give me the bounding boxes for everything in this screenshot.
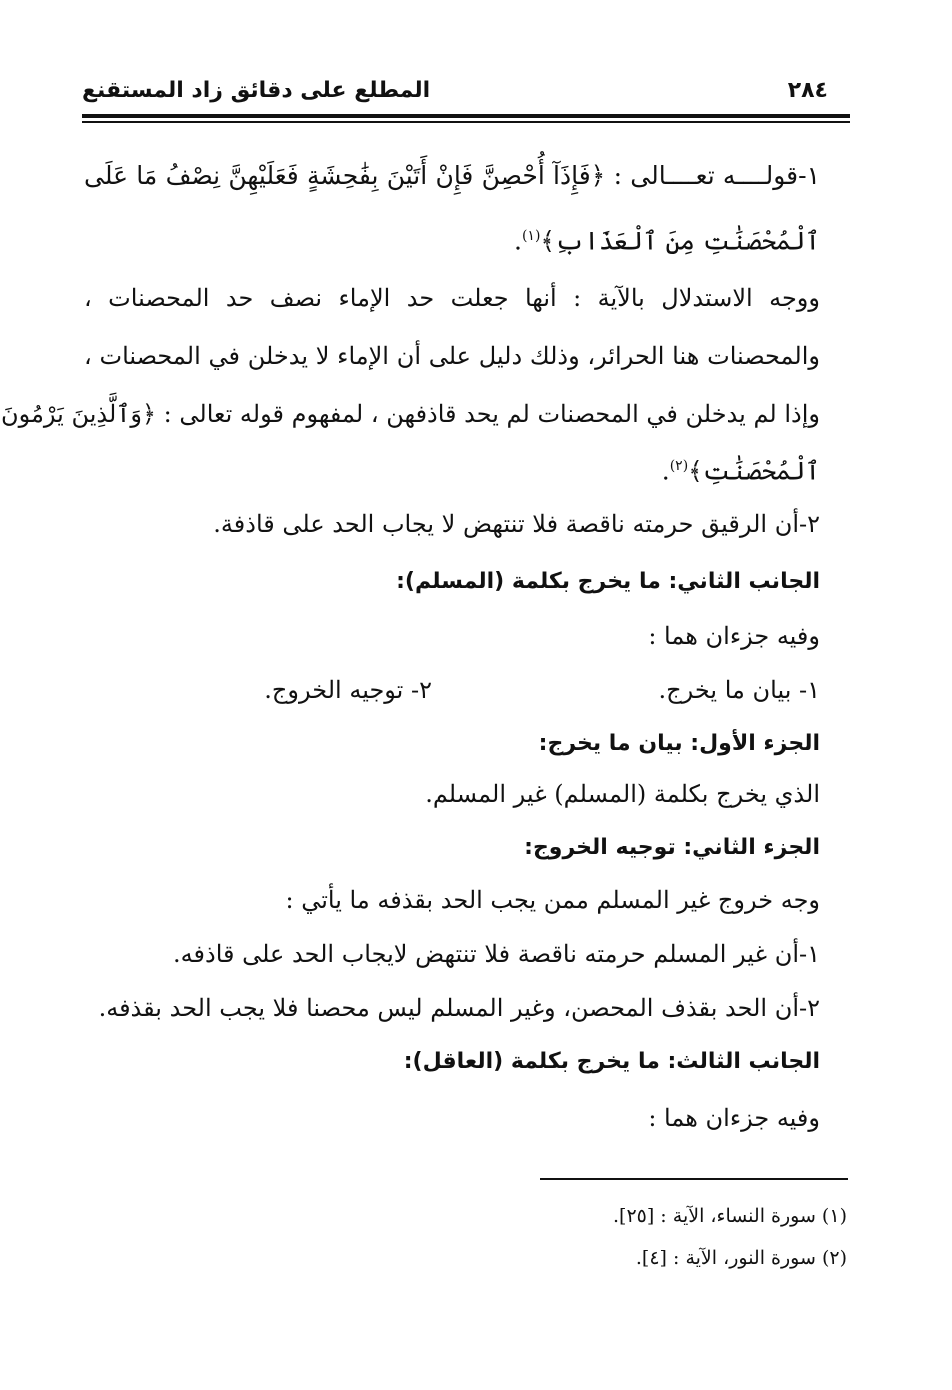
running-title: المطلع على دقائق زاد المستقنع: [82, 78, 431, 103]
section-heading: الجانب الثالث: ما يخرج بكلمة (العاقل):: [403, 1049, 820, 1074]
page-header: [82, 78, 850, 114]
text-line: الذي يخرج بكلمة (المسلم) غير المسلم.: [425, 780, 820, 808]
footnote-ref: (١): [521, 228, 541, 244]
text-line: ٢-أن الرقيق حرمته ناقصة فلا تنتهض لا يجاب الحد على قاذفة.: [213, 510, 820, 538]
text-line: وفيه جزءان هما :: [648, 1104, 820, 1132]
two-column-line: [0, 672, 952, 712]
text-line: وجه خروج غير المسلم ممن يجب الحد بقذفه ما يأتي :: [285, 886, 820, 914]
verse-text: ٱلْمُحْصَنَٰتِ﴾: [688, 456, 820, 486]
text-line: ٢-أن الحد بقذف المحصن، وغير المسلم ليس محصنا فلا يجب الحد بقذفه.: [98, 994, 820, 1022]
footnote-separator: [540, 1178, 848, 1180]
list-item: ٢- توجيه الخروج.: [264, 676, 432, 704]
verse-text: ٱلْمُحْصَنَٰتِ مِنَ ٱلْعَذَابِ﴾: [540, 226, 820, 256]
header-rule-thick: [82, 114, 850, 118]
footnote-ref: (٢): [669, 458, 689, 474]
text-line: وإذا لم يدخلن في المحصنات لم يحد قاذفهن ، لمفهوم قوله تعالى : ﴿وَٱلَّذِينَ يَرْمُونَ: [1, 400, 820, 428]
text-line: ٱلْمُحْصَنَٰتِ﴾$^{(٢)}$.: [661, 456, 820, 486]
footnote: (٢) سورة النور، الآية : [٤].: [635, 1247, 847, 1269]
page-number: ٢٨٤: [787, 78, 828, 103]
section-heading: الجانب الثاني: ما يخرج بكلمة (المسلم):: [396, 569, 820, 594]
text-line: ١-أن غير المسلم حرمته ناقصة فلا تنتهض لايجاب الحد على قاذفه.: [173, 940, 820, 968]
text-line: ٱلْمُحْصَنَٰتِ مِنَ ٱلْعَذَابِ﴾$^{(١)}$.: [514, 226, 820, 256]
text-line: والمحصنات هنا الحرائر، وذلك دليل على أن الإماء لا يدخلن في المحصنات ،: [84, 342, 820, 370]
sub-heading: الجزء الأول: بيان ما يخرج:: [538, 731, 820, 756]
header-rule-thin: [82, 121, 850, 123]
sub-heading: الجزء الثاني: توجيه الخروج:: [524, 835, 820, 860]
text-line: ووجه الاستدلال بالآية : أنها جعلت حد الإماء نصف حد المحصنات ،: [84, 284, 820, 312]
text-line: وفيه جزءان هما :: [648, 622, 820, 650]
footnote: (١) سورة النساء، الآية : [٢٥].: [612, 1205, 847, 1227]
list-item: ١- بيان ما يخرج.: [658, 676, 820, 704]
text-line: ١-قولــــه تعــــالى : ﴿فَإِذَآ أُحْصِنَّ فَإِنْ أَتَيْنَ بِفَٰحِشَةٍ فَعَلَيْهِنَّ نِصْفُ مَا عَلَى: [84, 161, 820, 190]
